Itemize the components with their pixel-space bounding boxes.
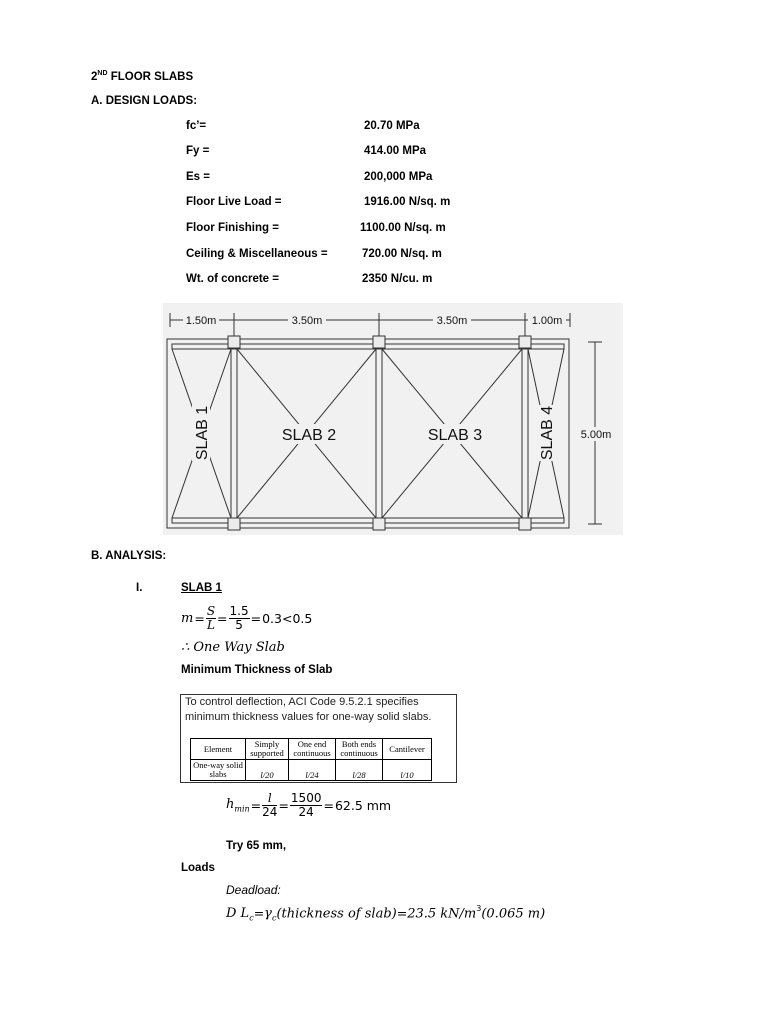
hmin-d2: 24 (298, 804, 314, 819)
ratio-d: 5 (235, 617, 243, 632)
min-thickness-title: Minimum Thickness of Slab (181, 664, 333, 676)
dl-tail: (0.065 m) (481, 906, 546, 922)
load-label-3: Floor Live Load = (186, 196, 282, 208)
heading-rest: FLOOR SLABS (107, 70, 194, 83)
aci-header-row (191, 739, 432, 760)
hmin-lhs: h (226, 796, 235, 812)
hmin-frac-1 (262, 792, 277, 819)
load-label-2: Es = (186, 171, 210, 183)
hmin-sub: min (234, 804, 250, 814)
load-label-1: Fy = (186, 145, 210, 157)
deadload-title: Deadload: (226, 883, 281, 897)
aci-header-one-end: One end continuous (289, 739, 336, 760)
dim-label-2: 3.50m (436, 315, 468, 327)
beam-vertical-3 (522, 349, 528, 518)
column-2 (373, 336, 385, 348)
load-value-6: 2350 N/cu. m (362, 273, 433, 285)
try-thickness: Try 65 mm, (226, 840, 287, 852)
slab-label-3: SLAB 3 (427, 427, 483, 444)
aci-data-row (191, 760, 432, 781)
ratio-s: S (206, 603, 216, 618)
column-3 (519, 336, 531, 348)
ratio-frac-sl (206, 605, 216, 632)
aci-cell-cantilever: l/10 (383, 760, 432, 781)
dim-label-3: 1.00m (531, 315, 563, 327)
slab-label-2: SLAB 2 (281, 427, 337, 444)
column-6 (519, 518, 531, 530)
ratio-lhs: m (181, 610, 194, 626)
load-label-5: Ceiling & Miscellaneous = (186, 248, 328, 260)
ratio-l: L (206, 617, 215, 632)
aci-grid (190, 738, 432, 781)
aci-cell-simply: l/20 (246, 760, 289, 781)
therefore-statement: ∴ One Way Slab (181, 640, 285, 655)
column-4 (228, 518, 240, 530)
deadload-equation: D $L_c=\gamma_c(thickness$ of slab)=23.5 $kN/m^3(0.065$ m) (226, 904, 546, 923)
load-value-5: 720.00 N/sq. m (362, 248, 442, 260)
hmin-d1: 24 (262, 804, 278, 819)
ratio-n: 1.5 (229, 603, 249, 618)
dl-val: 23.5 kN/m (407, 906, 477, 922)
beam-vertical-1 (231, 349, 237, 518)
load-value-4: 1100.00 N/sq. m (360, 222, 446, 234)
load-value-1: 414.00 MPa (364, 145, 427, 157)
dl-mid: (thickness of slab) (276, 906, 397, 922)
load-label-4: Floor Finishing = (186, 222, 279, 234)
load-label-0: fc’= (186, 120, 207, 132)
dl-gamma: γ (264, 906, 272, 922)
aci-cell-element: One-way solid slabs (191, 760, 246, 781)
hmin-n1: l (262, 792, 277, 806)
item-number: I. (136, 582, 143, 594)
column-1 (228, 336, 240, 348)
ratio-frac-num (229, 605, 250, 632)
ratio-result: 0.3<0.5 (262, 610, 313, 626)
item-title: SLAB 1 (181, 582, 222, 594)
dl-lhs-sub: c (249, 913, 254, 923)
loads-title: Loads (181, 862, 215, 874)
aci-caption: To control deflection, ACI Code 9.5.2.1 specifies minimum thickness values for one-way solid slabs. (185, 696, 432, 723)
slab-label-4: SLAB 4 (539, 405, 556, 461)
dl-exp: 3 (476, 904, 482, 913)
page-heading (91, 70, 193, 83)
dim-label-1: 3.50m (291, 315, 323, 327)
hmin-n2: 1500 (290, 790, 322, 805)
section-a-title: A. DESIGN LOADS: (91, 95, 198, 107)
aci-header-both-ends: Both ends continuous (336, 739, 383, 760)
aci-header-element: Element (191, 739, 246, 760)
dl-gamma-sub: c (271, 913, 277, 923)
aci-cell-both-ends: l/28 (336, 760, 383, 781)
hmin-frac-2 (290, 792, 323, 819)
hmin-result: 62.5 mm (334, 797, 392, 813)
heading-prefix: 2 (91, 70, 98, 83)
dim-label-0: 1.50m (185, 315, 217, 327)
aci-header-cantilever: Cantilever (383, 739, 432, 760)
hmin-equation: $h_{min}$ = $\frac{l}{24}$ = $\frac{1500}{24}$ = 62.5 mm (226, 790, 392, 819)
ratio-equation: m = $\frac{S}{L}$ = $\frac{1.5}{5}$ = 0.3<0.5 (181, 603, 313, 632)
column-5 (373, 518, 385, 530)
load-value-2: 200,000 MPa (364, 171, 433, 183)
load-value-0: 20.70 MPa (364, 120, 420, 132)
slab-label-1: SLAB 1 (194, 405, 211, 461)
aci-code-table (180, 694, 457, 783)
load-value-3: 1916.00 N/sq. m (364, 196, 451, 208)
beam-vertical-2 (376, 349, 382, 518)
dl-lhs: D L (226, 906, 250, 922)
load-label-6: Wt. of concrete = (186, 273, 279, 285)
heading-superscript: ND (97, 70, 108, 77)
floor-plan-drawing (163, 303, 623, 535)
aci-cell-one-end: l/24 (289, 760, 336, 781)
dim-label-right: 5.00m (580, 429, 612, 441)
aci-header-simply: Simply supported (246, 739, 289, 760)
section-b-title: B. ANALYSIS: (91, 550, 167, 562)
